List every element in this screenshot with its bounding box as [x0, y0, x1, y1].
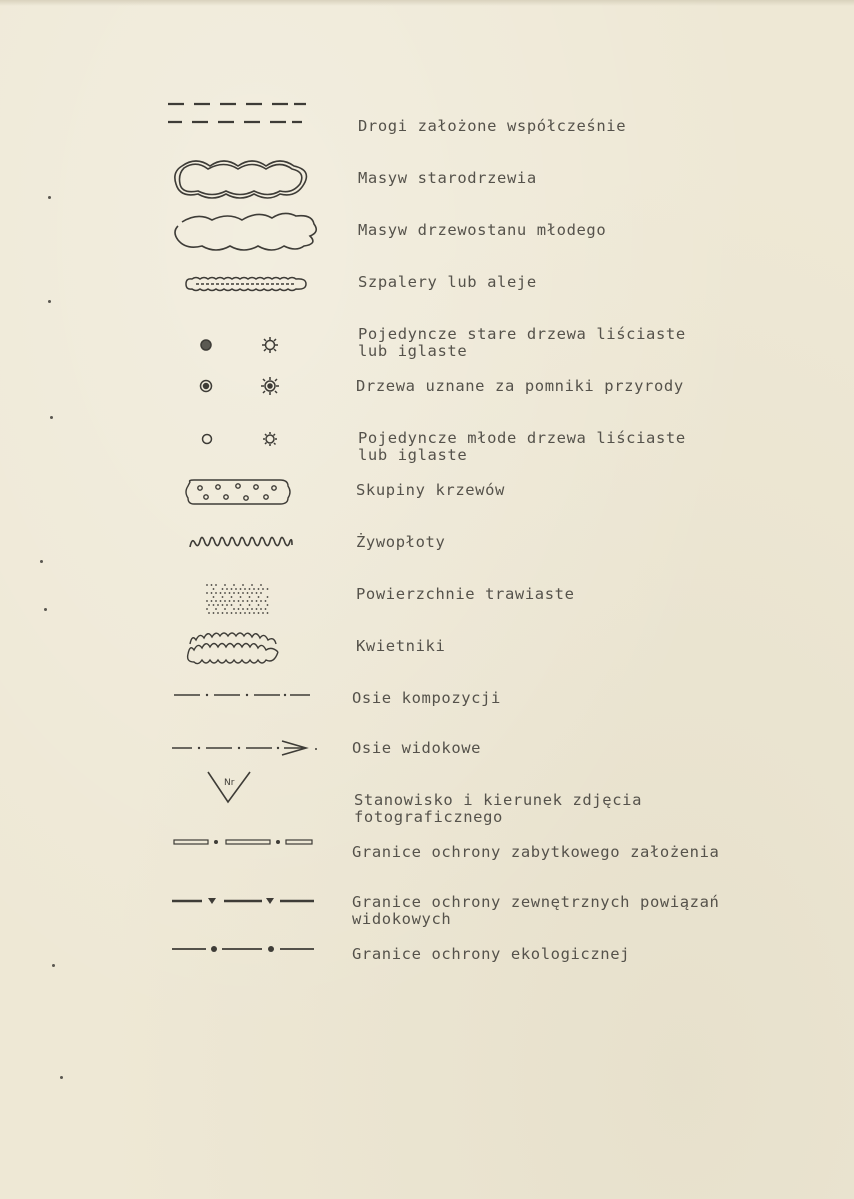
legend-label: Pojedyncze młode drzewa liściaste lub iglaste: [358, 429, 686, 464]
legend-label: Pojedyncze stare drzewa liściaste lub iglaste: [358, 325, 686, 360]
legend-label: Osie kompozycji: [352, 689, 501, 707]
ecological-boundary-icon: [170, 942, 316, 956]
legend-label: Drzewa uznane za pomniki przyrody: [356, 377, 684, 395]
legend-label: Kwietniki: [356, 637, 446, 655]
photo-position-icon: [206, 770, 254, 806]
hedge-icon: [188, 535, 294, 551]
tree-row-icon: [182, 276, 310, 292]
flowerbed-icon: [184, 630, 284, 666]
legend-label: Powierzchnie trawiaste: [356, 585, 575, 603]
grass-area-icon: [204, 582, 270, 616]
legend-label: Granice ochrony zewnętrznych powiązań widokowych: [352, 893, 720, 928]
margin-speck: [44, 608, 47, 611]
monument-boundary-icon: [172, 836, 314, 848]
legend-label: Granice ochrony zabytkowego założenia: [352, 843, 720, 861]
composition-axis-icon: [172, 690, 312, 700]
shrub-group-icon: [184, 478, 292, 506]
legend-label: Masyw drzewostanu młodego: [358, 221, 607, 239]
dashed-road-icon: [166, 100, 310, 126]
old-single-tree-icon: [198, 336, 288, 354]
margin-speck: [48, 300, 51, 303]
legend-label: Szpalery lub aleje: [358, 273, 537, 291]
young-tree-mass-icon: [172, 210, 320, 254]
view-link-boundary-icon: [170, 894, 316, 908]
legend-label: Osie widokowe: [352, 739, 482, 757]
view-axis-icon: [170, 738, 320, 758]
young-single-tree-icon: [198, 430, 288, 448]
legend-label: Granice ochrony ekologicznej: [352, 945, 631, 963]
photo-number-mark: Nr: [224, 778, 235, 788]
legend-label: Drogi założone współcześnie: [358, 117, 627, 135]
margin-speck: [50, 416, 53, 419]
old-tree-mass-icon: [172, 158, 312, 202]
margin-speck: [60, 1076, 63, 1079]
margin-speck: [48, 196, 51, 199]
monument-tree-icon: [198, 376, 288, 396]
margin-speck: [40, 560, 43, 563]
legend-label: Żywopłoty: [356, 533, 446, 551]
legend-label: Masyw starodrzewia: [358, 169, 537, 187]
legend-label: Skupiny krzewów: [356, 481, 505, 499]
margin-speck: [52, 964, 55, 967]
page-edge-shadow: [0, 0, 854, 6]
legend-label: Stanowisko i kierunek zdjęcia fotograficznego: [354, 791, 643, 826]
